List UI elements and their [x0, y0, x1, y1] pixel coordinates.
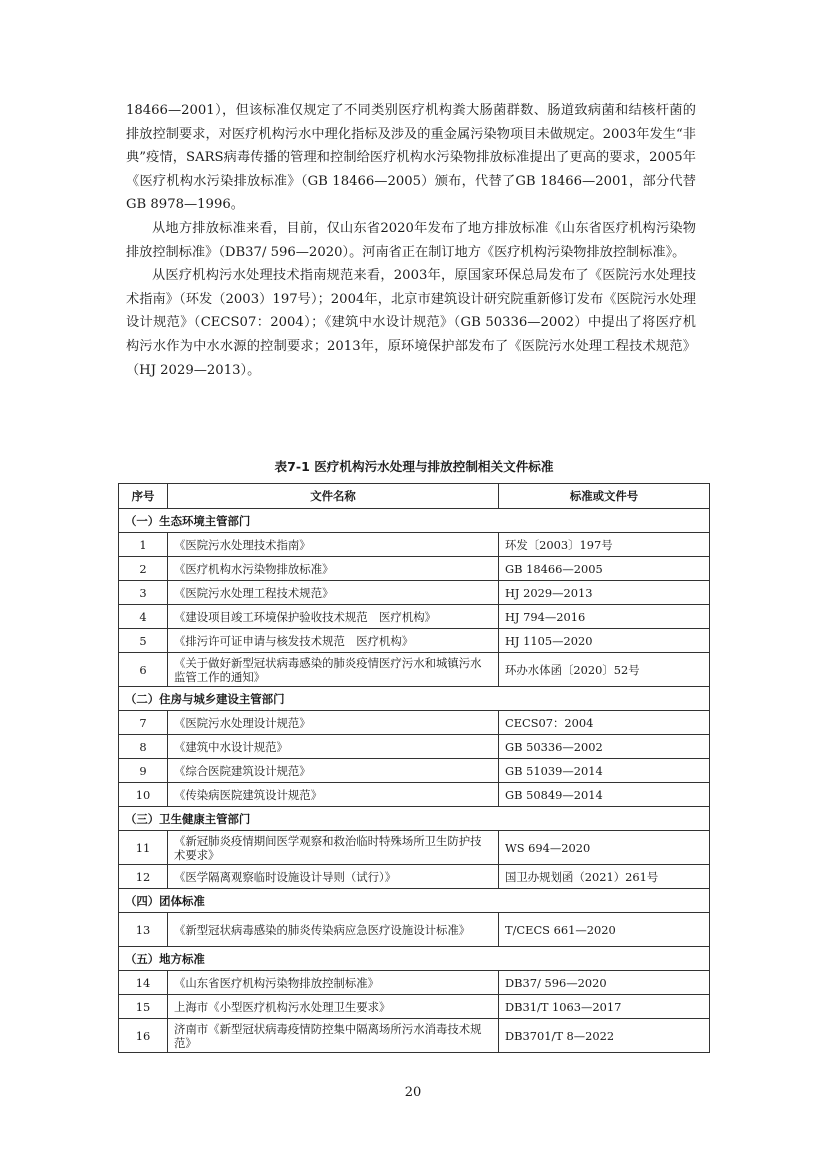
section-row: [119, 947, 710, 971]
table-row: [119, 735, 710, 759]
row-code: HJ 2029—2013: [499, 581, 710, 605]
row-no: 16: [119, 1019, 168, 1053]
section-row: [119, 889, 710, 913]
row-name: 《医院污水处理设计规范》: [168, 711, 499, 735]
row-name: 《山东省医疗机构污染物排放控制标准》: [168, 971, 499, 995]
row-name: 《新冠肺炎疫情期间医学观察和救治临时特殊场所卫生防护技术要求》: [168, 831, 499, 865]
row-code: HJ 794—2016: [499, 605, 710, 629]
row-code: HJ 1105—2020: [499, 629, 710, 653]
row-name: 《排污许可证申请与核发技术规范 医疗机构》: [168, 629, 499, 653]
page-number: 20: [404, 1085, 422, 1100]
row-name: 上海市《小型医疗机构污水处理卫生要求》: [168, 995, 499, 1019]
row-name: 《医疗机构水污染物排放标准》: [168, 557, 499, 581]
table-row: [119, 711, 710, 735]
section-row: [119, 807, 710, 831]
row-code: 环办水体函〔2020〕52号: [499, 653, 710, 687]
row-name: 《综合医院建筑设计规范》: [168, 759, 499, 783]
row-no: 1: [119, 533, 168, 557]
table-row: [119, 581, 710, 605]
row-code: GB 18466—2005: [499, 557, 710, 581]
table-header-row: [119, 484, 710, 509]
row-no: 15: [119, 995, 168, 1019]
row-no: 5: [119, 629, 168, 653]
row-no: 9: [119, 759, 168, 783]
section-row: [119, 687, 710, 711]
row-no: 13: [119, 913, 168, 947]
row-name: 《建筑中水设计规范》: [168, 735, 499, 759]
section-title: （一）生态环境主管部门: [119, 509, 710, 533]
row-no: 10: [119, 783, 168, 807]
table-row: [119, 783, 710, 807]
row-name: 《医院污水处理技术指南》: [168, 533, 499, 557]
row-name: 《医学隔离观察临时设施设计导则（试行）》: [168, 865, 499, 889]
row-no: 3: [119, 581, 168, 605]
header-code: 标准或文件号: [499, 484, 710, 509]
table-row: [119, 831, 710, 865]
row-code: GB 51039—2014: [499, 759, 710, 783]
table-row: [119, 913, 710, 947]
row-no: 8: [119, 735, 168, 759]
table-row: [119, 653, 710, 687]
row-code: 环发〔2003〕197号: [499, 533, 710, 557]
row-no: 12: [119, 865, 168, 889]
row-code: GB 50336—2002: [499, 735, 710, 759]
header-no: 序号: [119, 484, 168, 509]
row-code: GB 50849—2014: [499, 783, 710, 807]
paragraph-2: 从地方排放标准来看，目前，仅山东省2020年发布了地方排放标准《山东省医疗机构污染物排放控制标准》（DB37/ 596—2020）。河南省正在制订地方《医疗机构污染物排放控制标准》。: [126, 220, 696, 260]
row-code: T/CECS 661—2020: [499, 913, 710, 947]
row-name: 《关于做好新型冠状病毒感染的肺炎疫情医疗污水和城镇污水监管工作的通知》: [168, 653, 499, 687]
row-code: DB3701/T 8—2022: [499, 1019, 710, 1053]
row-code: WS 694—2020: [499, 831, 710, 865]
table-row: [119, 995, 710, 1019]
row-no: 6: [119, 653, 168, 687]
row-name: 《建设项目竣工环境保护验收技术规范 医疗机构》: [168, 605, 499, 629]
row-code: DB31/T 1063—2017: [499, 995, 710, 1019]
section-title: （四）团体标准: [119, 889, 710, 913]
table-row: [119, 971, 710, 995]
standards-table: [118, 483, 710, 1053]
row-name: 《新型冠状病毒感染的肺炎传染病应急医疗设施设计标准》: [168, 913, 499, 947]
row-code: DB37/ 596—2020: [499, 971, 710, 995]
section-title: （五）地方标准: [119, 947, 710, 971]
table-row: [119, 533, 710, 557]
body-text: [126, 99, 696, 382]
header-name: 文件名称: [168, 484, 499, 509]
table-row: [119, 865, 710, 889]
row-no: 4: [119, 605, 168, 629]
row-no: 14: [119, 971, 168, 995]
row-no: 7: [119, 711, 168, 735]
row-no: 11: [119, 831, 168, 865]
table-row: [119, 557, 710, 581]
paragraph-3: 从医疗机构污水处理技术指南规范来看，2003年，原国家环保总局发布了《医院污水处理技术指南》（环发（2003）197号）；2004年，北京市建筑设计研究院重新修订发布《医院污水处理设计规范》（CECS07：2004）；《建筑中水设计规范》（GB 50336—2002）中提出了将医疗机构污水作为中水水源的控制要求；2013年，原环境保护部发布了《医院污水处理工程技术规范》（HJ 2029—2013）。: [126, 268, 696, 378]
table-row: [119, 759, 710, 783]
table-row: [119, 1019, 710, 1053]
row-no: 2: [119, 557, 168, 581]
row-code: CECS07：2004: [499, 711, 710, 735]
paragraph-1: 18466—2001），但该标准仅规定了不同类别医疗机构粪大肠菌群数、肠道致病菌和结核杆菌的排放控制要求，对医疗机构污水中理化指标及涉及的重金属污染物项目未做规定。2003年发生“非典”疫情，SARS病毒传播的管理和控制给医疗机构水污染物排放标准提出了更高的要求，2005年《医疗机构水污染排放标准》（GB 18466—2005）颁布，代替了GB 18466—2001，部分代替GB 8978—1996。: [126, 103, 696, 213]
row-code: 国卫办规划函（2021）261号: [499, 865, 710, 889]
section-title: （二）住房与城乡建设主管部门: [119, 687, 710, 711]
section-row: [119, 509, 710, 533]
row-name: 《医院污水处理工程技术规范》: [168, 581, 499, 605]
table-row: [119, 605, 710, 629]
table-row: [119, 629, 710, 653]
row-name: 《传染病医院建筑设计规范》: [168, 783, 499, 807]
table-title: 表7-1 医疗机构污水处理与排放控制相关文件标准: [274, 459, 554, 474]
section-title: （三）卫生健康主管部门: [119, 807, 710, 831]
row-name: 济南市《新型冠状病毒疫情防控集中隔离场所污水消毒技术规范》: [168, 1019, 499, 1053]
